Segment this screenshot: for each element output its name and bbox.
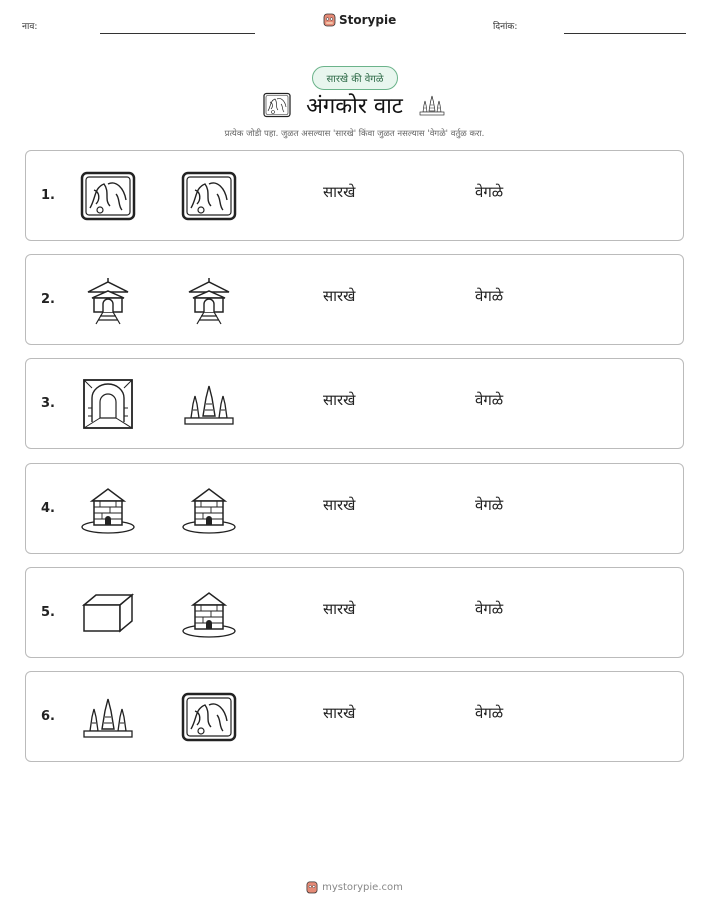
stone-tower-icon	[181, 587, 237, 639]
carved-relief-panel-icon	[80, 170, 136, 222]
question-number: 1.	[41, 188, 55, 203]
option-different[interactable]: वेगळे	[475, 183, 504, 201]
storypie-mascot-icon	[323, 12, 336, 27]
carved-relief-panel-icon	[262, 92, 292, 118]
instructions: प्रत्येक जोडी पहा. जुळत असल्यास 'सारखे' किंवा जुळत नसल्यास 'वेगळे' वर्तुळ करा.	[224, 129, 485, 139]
carved-relief-panel-icon	[181, 691, 237, 743]
angkor-temple-icon	[80, 691, 136, 743]
question-row-5	[25, 567, 684, 658]
question-number: 3.	[41, 396, 55, 411]
question-row-6	[25, 671, 684, 762]
option-different[interactable]: वेगळे	[475, 600, 504, 618]
question-number: 2.	[41, 292, 55, 307]
date-field-line[interactable]	[564, 33, 686, 34]
question-row-1	[25, 150, 684, 241]
temple-gateway-icon	[80, 274, 136, 326]
brand-logo	[323, 12, 396, 27]
question-row-3	[25, 358, 684, 449]
option-different[interactable]: वेगळे	[475, 496, 504, 514]
title-row	[0, 90, 709, 120]
question-row-2	[25, 254, 684, 345]
option-same[interactable]: सारखे	[323, 496, 356, 514]
brand-name: Storypie	[339, 12, 397, 27]
stone-corridor-icon	[80, 378, 136, 430]
temple-gateway-icon	[181, 274, 237, 326]
name-label: नाव:	[22, 22, 38, 32]
stone-tower-icon	[181, 483, 237, 535]
question-number: 6.	[41, 709, 55, 724]
stone-tower-icon	[80, 483, 136, 535]
date-label: दिनांक:	[493, 22, 518, 32]
footer-url[interactable]: mystorypie.com	[322, 881, 403, 893]
angkor-temple-icon	[181, 378, 237, 430]
name-field-line[interactable]	[100, 33, 255, 34]
question-number: 4.	[41, 501, 55, 516]
option-same[interactable]: सारखे	[323, 600, 356, 618]
option-different[interactable]: वेगळे	[475, 391, 504, 409]
question-row-4	[25, 463, 684, 554]
storypie-mascot-icon	[306, 880, 318, 894]
activity-type-badge: सारखे की वेगळे	[312, 66, 398, 90]
question-number: 5.	[41, 605, 55, 620]
option-same[interactable]: सारखे	[323, 183, 356, 201]
option-different[interactable]: वेगळे	[475, 704, 504, 722]
option-same[interactable]: सारखे	[323, 391, 356, 409]
page-title: अंगकोर वाट	[306, 94, 403, 119]
option-same[interactable]: सारखे	[323, 287, 356, 305]
sandstone-block-icon	[80, 587, 136, 639]
option-same[interactable]: सारखे	[323, 704, 356, 722]
footer	[0, 880, 709, 894]
option-different[interactable]: वेगळे	[475, 287, 504, 305]
carved-relief-panel-icon	[181, 170, 237, 222]
angkor-temple-icon	[417, 92, 447, 118]
